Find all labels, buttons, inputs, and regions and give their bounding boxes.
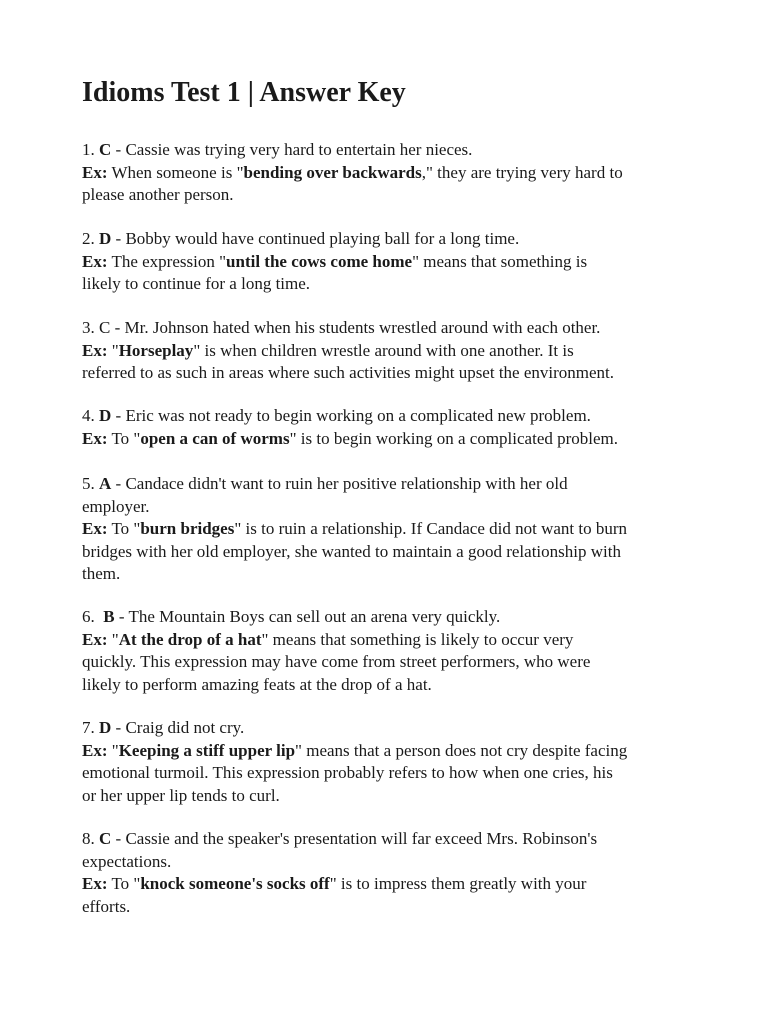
answer-line: 2. D - Bobby would have continued playing ball for a long time. xyxy=(82,229,520,248)
explanation-line: them. xyxy=(82,564,121,584)
explanation-line: likely to perform amazing feats at the drop of a hat. xyxy=(82,674,432,694)
answer-line: 8. C - Cassie and the speaker's presentation will far exceed Mrs. Robinson's xyxy=(82,829,598,848)
answer-text: Candace didn't want to ruin her positive relationship with her old xyxy=(125,474,568,493)
ex-label: Ex: xyxy=(82,162,108,182)
answer-item-5 xyxy=(82,473,692,586)
idiom-phrase: burn bridges xyxy=(140,519,235,539)
explanation-line: please another person. xyxy=(82,185,234,205)
explanation-line: bridges with her old employer, she wanted to maintain a good relationship with xyxy=(82,541,621,561)
item-number: 2. xyxy=(82,229,95,248)
idiom-phrase: Horseplay xyxy=(118,340,194,360)
explanation-line: emotional turmoil. This expression probably refers to how when one cries, his xyxy=(82,763,613,783)
answer-line: 7. D - Craig did not cry. xyxy=(82,718,245,737)
ex-label: Ex: xyxy=(82,740,108,760)
explanation-line: Ex: When someone is "bending over backwards," they are trying very hard to xyxy=(82,162,623,182)
answer-text: Mr. Johnson hated when his students wrestled around with each other. xyxy=(124,318,601,337)
answer-text: The Mountain Boys can sell out an arena very quickly. xyxy=(128,607,501,626)
explanation-line: efforts. xyxy=(82,896,131,916)
explanation-line: Ex: To "open a can of worms" is to begin working on a complicated problem. xyxy=(82,428,619,448)
item-number: 4. xyxy=(82,406,95,425)
ex-label: Ex: xyxy=(82,519,108,539)
idiom-phrase: Keeping a stiff upper lip xyxy=(118,740,296,760)
answer-letter: C xyxy=(99,318,111,337)
answer-letter: A xyxy=(99,474,112,493)
ex-label: Ex: xyxy=(82,340,108,360)
answer-item-1 xyxy=(82,139,692,207)
idiom-phrase: bending over backwards xyxy=(243,162,422,182)
explanation-line: Ex: "Keeping a stiff upper lip" means that a person does not cry despite facing xyxy=(82,740,628,760)
idiom-phrase: until the cows come home xyxy=(226,251,413,271)
answer-text: Cassie and the speaker's presentation will far exceed Mrs. Robinson's xyxy=(125,829,598,848)
explanation-line: or her upper lip tends to curl. xyxy=(82,785,280,805)
ex-label: Ex: xyxy=(82,874,108,894)
answer-letter: D xyxy=(99,229,112,248)
answer-item-8 xyxy=(82,828,692,918)
explanation-line: Ex: To "burn bridges" is to ruin a relationship. If Candace did not want to burn xyxy=(82,519,628,539)
answer-letter: B xyxy=(103,607,115,626)
page-title: Idioms Test 1 | Answer Key xyxy=(82,77,406,108)
idiom-phrase: open a can of worms xyxy=(140,428,290,448)
idiom-phrase: knock someone's socks off xyxy=(140,874,330,894)
item-number: 1. xyxy=(82,140,95,159)
answer-text: Cassie was trying very hard to entertain her nieces. xyxy=(125,140,473,159)
answer-line: 4. D - Eric was not ready to begin working on a complicated new problem. xyxy=(82,406,591,425)
item-number: 5. xyxy=(82,474,95,493)
explanation-line: Ex: "Horseplay" is when children wrestle around with one another. It is xyxy=(82,340,574,360)
explanation-line: Ex: To "knock someone's socks off" is to impress them greatly with your xyxy=(82,874,587,894)
answer-line: 3. C - Mr. Johnson hated when his students wrestled around with each other. xyxy=(82,318,601,337)
answer-item-4 xyxy=(82,405,692,450)
answer-letter: D xyxy=(99,406,112,425)
answer-item-3 xyxy=(82,317,692,385)
answer-text: Craig did not cry. xyxy=(125,718,245,737)
ex-label: Ex: xyxy=(82,251,108,271)
ex-label: Ex: xyxy=(82,428,108,448)
answer-letter: C xyxy=(99,829,112,848)
answer-item-6 xyxy=(82,606,692,696)
answer-letter: D xyxy=(99,718,112,737)
item-number: 6. xyxy=(82,607,95,626)
explanation-line: referred to as such in areas where such activities might upset the environment. xyxy=(82,363,615,383)
explanation-line: quickly. This expression may have come from street performers, who were xyxy=(82,652,591,672)
item-number: 7. xyxy=(82,718,95,737)
answer-item-2 xyxy=(82,228,692,296)
answer-letter: C xyxy=(99,140,112,159)
answer-line: 5. A - Candace didn't want to ruin her positive relationship with her old xyxy=(82,474,568,493)
item-number: 8. xyxy=(82,829,95,848)
explanation-line: likely to continue for a long time. xyxy=(82,274,311,294)
answer-text: Eric was not ready to begin working on a complicated new problem. xyxy=(125,406,591,425)
explanation-line: Ex: "At the drop of a hat" means that something is likely to occur very xyxy=(82,629,574,649)
answer-line-continued: expectations. xyxy=(82,851,172,871)
answer-text: Bobby would have continued playing ball for a long time. xyxy=(125,229,520,248)
idiom-phrase: At the drop of a hat xyxy=(118,629,262,649)
ex-label: Ex: xyxy=(82,629,108,649)
answer-line: 1. C - Cassie was trying very hard to entertain her nieces. xyxy=(82,140,473,159)
explanation-line: Ex: The expression "until the cows come home" means that something is xyxy=(82,251,588,271)
answer-line: 6. B - The Mountain Boys can sell out an arena very quickly. xyxy=(82,607,501,626)
item-number: 3. xyxy=(82,318,95,337)
answer-line-continued: employer. xyxy=(82,496,150,516)
answer-item-7 xyxy=(82,717,692,807)
